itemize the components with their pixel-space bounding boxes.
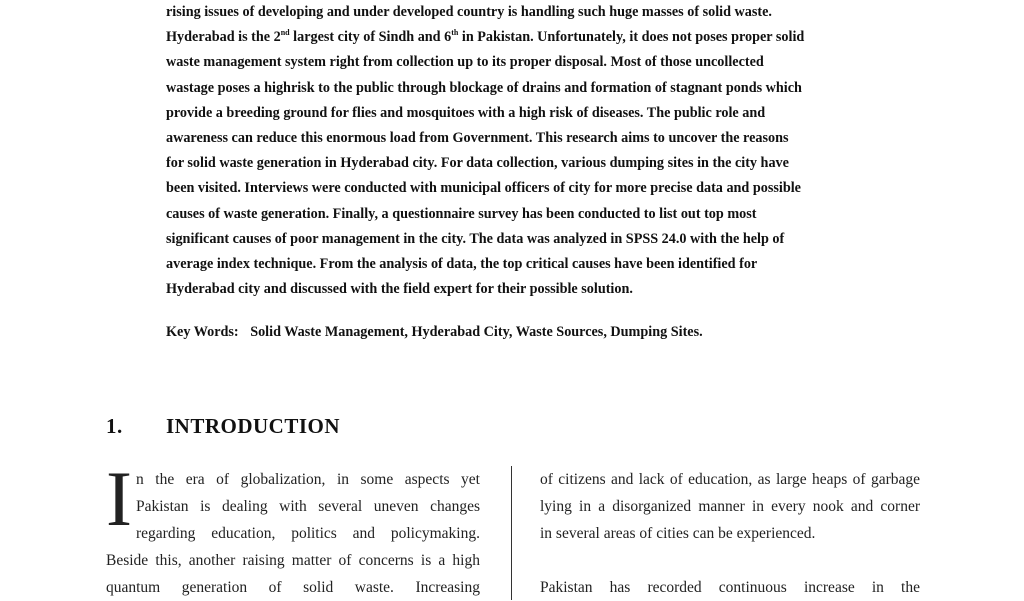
paragraph-line: in several areas of cities can be experienced. [540, 525, 816, 542]
abstract-line: causes of waste generation. Finally, a questionnaire survey has been conducted to list out top most [166, 205, 757, 222]
left-column [106, 466, 480, 601]
paragraph-line: lying in a disorganized manner in every nook and corner [540, 498, 920, 515]
section-title: INTRODUCTION [166, 414, 341, 438]
paragraph-line: Pakistan has recorded continuous increase in the [540, 579, 920, 596]
abstract-line [166, 25, 861, 50]
abstract-line: awareness can reduce this enormous load from Government. This research aims to uncover the reasons [166, 130, 789, 147]
abstract-line: wastage poses a highrisk to the public through blockage of drains and formation of stagnant ponds which [166, 79, 802, 96]
keywords [166, 320, 866, 345]
abstract-line-fragment: Hyderabad is the 2 [166, 29, 281, 46]
column-divider [511, 466, 512, 600]
paragraph-line: quantum generation of solid waste. Increasing [106, 579, 480, 596]
abstract-line: provide a breeding ground for flies and mosquitoes with a high risk of diseases. The public role and [166, 104, 766, 121]
abstract-text [166, 0, 861, 302]
abstract-line: been visited. Interviews were conducted with municipal officers of city for more precise data and possible [166, 180, 801, 197]
paragraph-line: of citizens and lack of education, as large heaps of garbage [540, 471, 920, 488]
abstract-line-fragment: in Pakistan. Unfortunately, it does not poses proper solid [458, 29, 805, 46]
drop-cap: I [106, 455, 132, 542]
abstract-line-fragment: largest city of Sindh and 6 [289, 29, 452, 46]
superscript: nd [280, 28, 290, 38]
paragraph-line: regarding education, politics and policymaking. [136, 525, 480, 542]
abstract-line: significant causes of poor management in the city. The data was analyzed in SPSS 24.0 with the help of [166, 230, 785, 247]
abstract-line: rising issues of developing and under developed country is handling such huge masses of solid waste. [166, 4, 772, 20]
section-heading [106, 414, 340, 439]
right-column [540, 466, 920, 601]
abstract-line: average index technique. From the analysis of data, the top critical causes have been identified for [166, 256, 758, 273]
abstract-line: for solid waste generation in Hyderabad city. For data collection, various dumping sites in the city have [166, 155, 789, 172]
paragraph-line: Pakistan is dealing with several uneven changes [136, 498, 480, 515]
superscript: th [451, 28, 459, 38]
keywords-text: Solid Waste Management, Hyderabad City, Waste Sources, Dumping Sites. [250, 324, 703, 340]
paragraph-line: Beside this, another raising matter of concerns is a high [106, 552, 480, 569]
keywords-label: Key Words: [166, 324, 239, 340]
abstract-line: Hyderabad city and discussed with the field expert for their possible solution. [166, 281, 633, 298]
section-number: 1. [106, 414, 123, 438]
paragraph-line: n the era of globalization, in some aspects yet [136, 471, 480, 488]
abstract-line: waste management system right from collection up to its proper disposal. Most of those uncollected [166, 54, 764, 71]
